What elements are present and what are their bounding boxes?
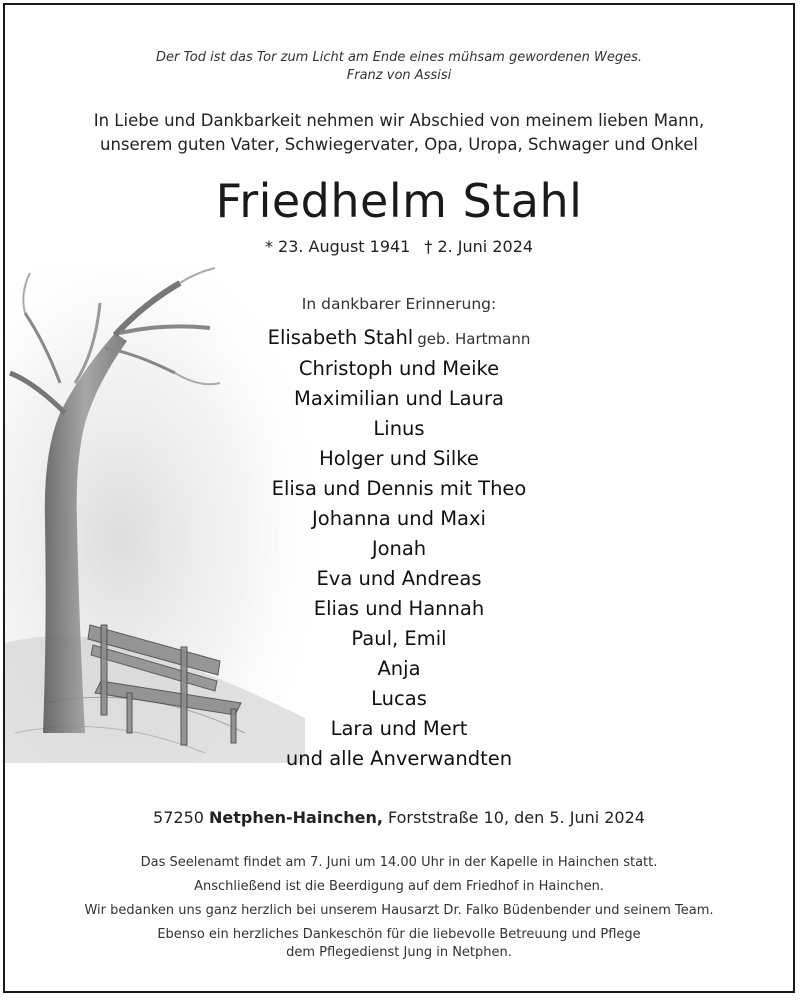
note-line: Das Seelenamt findet am 7. Juni um 14.00 Uhr in der Kapelle in Hainchen statt. [140, 855, 658, 870]
family-member: Holger und Silke [319, 447, 479, 470]
note-line: Wir bedanken uns ganz herzlich bei unserem Hausarzt Dr. Falko Büdenbender und seinem Team. [84, 903, 714, 918]
family-member: Jonah [371, 537, 427, 560]
family-member: Johanna und Maxi [312, 507, 486, 530]
intro-text [5, 109, 793, 157]
quote [5, 49, 793, 85]
quote-author: Franz von Assisi [346, 68, 452, 83]
quote-text: Der Tod ist das Tor zum Licht am Ende eines mühsam gewordenen Weges. [155, 50, 643, 65]
family-member: und alle Anverwandten [285, 747, 513, 770]
death-date: † 2. Juni 2024 [424, 237, 534, 256]
family-member: Paul, Emil [351, 627, 447, 650]
family-member: Lucas [371, 687, 427, 710]
maiden-name: geb. Hartmann [417, 330, 531, 348]
obituary-frame [3, 3, 795, 993]
family-member-name: Elisabeth Stahl [267, 326, 414, 349]
family-member: Eva und Andreas [316, 567, 482, 590]
city: Netphen-Hainchen, [209, 808, 383, 827]
family-member: Lara und Mert [330, 717, 468, 740]
note-line: Ebenso ein herzliches Dankeschön für die liebevolle Betreuung und Pflege [157, 927, 641, 942]
intro-line-1: In Liebe und Dankbarkeit nehmen wir Abschied von meinem lieben Mann, [93, 111, 705, 130]
zip-code: 57250 [153, 808, 204, 827]
note-line: dem Pflegedienst Jung in Netphen. [286, 945, 512, 960]
address-line [5, 807, 793, 829]
family-member: Maximilian und Laura [294, 387, 504, 410]
intro-line-2: unserem guten Vater, Schwiegervater, Opa, Uropa, Schwager und Onkel [99, 135, 698, 154]
family-member: Christoph und Meike [298, 357, 500, 380]
family-member: Elisa und Dennis mit Theo [271, 477, 527, 500]
family-member: Linus [373, 417, 425, 440]
street-date: Forststraße 10, den 5. Juni 2024 [388, 808, 645, 827]
note-line: Anschließend ist die Beerdigung auf dem Friedhof in Hainchen. [194, 879, 604, 894]
birth-date: * 23. August 1941 [264, 237, 411, 256]
life-dates [5, 236, 793, 258]
memory-label: In dankbarer Erinnerung: [301, 295, 497, 313]
family-member: Anja [377, 657, 421, 680]
family-member: Elias und Hannah [313, 597, 485, 620]
notes [5, 851, 793, 962]
family-list [5, 323, 793, 774]
deceased-name: Friedhelm Stahl [215, 174, 583, 228]
family-member [5, 323, 793, 354]
